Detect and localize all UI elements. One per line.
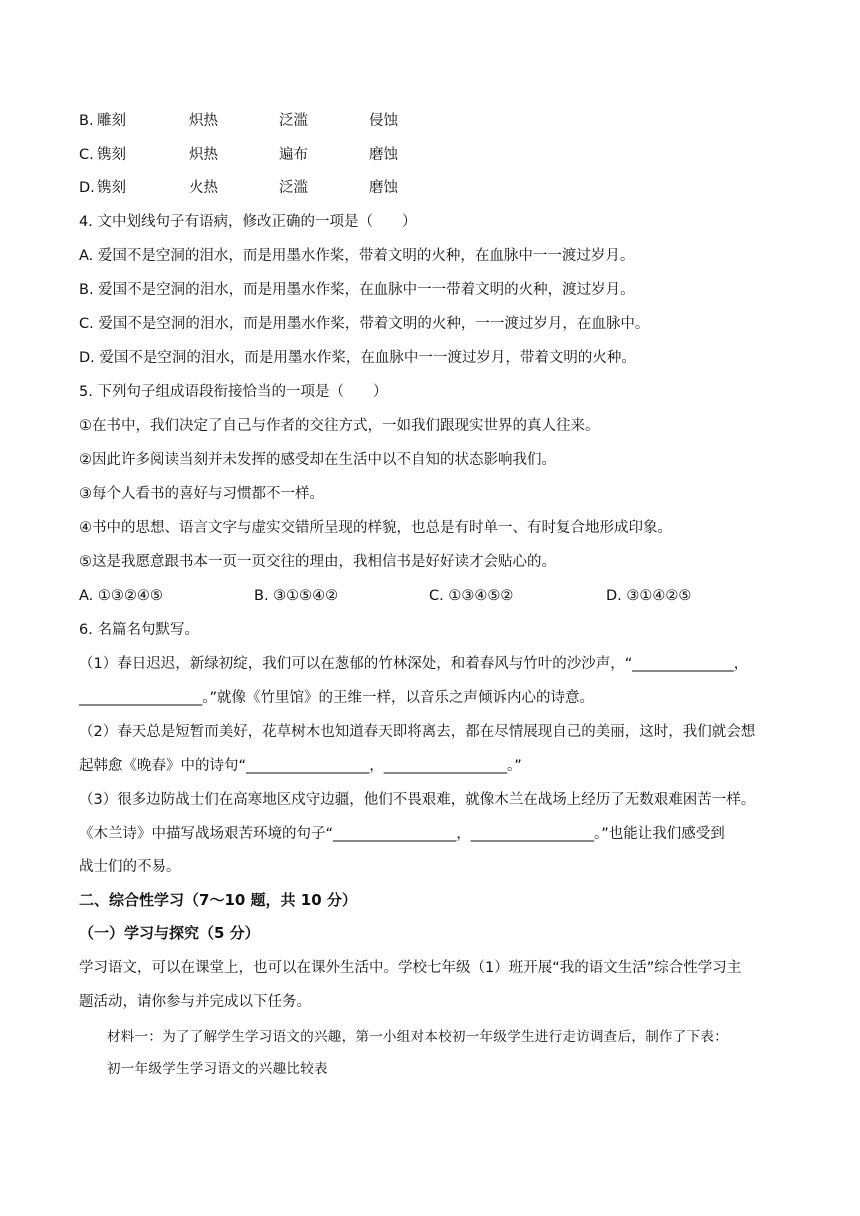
option-word: 磨蚀	[369, 180, 398, 196]
q4-stem: 4. 文中划线句子有语病，修改正确的一项是（ ）	[79, 214, 417, 230]
q5-choice-c: C. ①③④⑤②	[429, 588, 514, 604]
option-word: 镌刻	[97, 180, 126, 196]
q5-sentence-5: ⑤这是我愿意跟书本一页一页交往的理由，我相信书是好好读才会贴心的。	[79, 554, 556, 570]
option-word: 炽热	[189, 113, 218, 129]
option-letter: D.	[79, 180, 95, 196]
section-intro-1: 学习语文，可以在课堂上，也可以在课外生活中。学校七年级（1）班开展“我的语文生活”综合性学习主	[79, 960, 742, 976]
option-word: 雕刻	[97, 113, 126, 129]
q5-choice-b: B. ③①⑤④②	[254, 588, 339, 604]
option-word: 炽热	[189, 147, 218, 163]
q5-stem: 5. 下列句子组成语段衔接恰当的一项是（ ）	[79, 384, 388, 400]
q6-line-1: （1）春日迟迟，新绿初绽，我们可以在葱郁的竹林深处，和着春风与竹叶的沙沙声，“______________，	[79, 656, 749, 672]
q5-sentence-2: ②因此许多阅读当刻并未发挥的感受却在生活中以不自知的状态影响我们。	[79, 452, 556, 468]
table-caption: 初一年级学生学习语文的兴趣比较表	[107, 1061, 328, 1077]
option-word: 遍布	[279, 147, 308, 163]
q5-sentence-1: ①在书中，我们决定了自己与作者的交往方式，一如我们跟现实世界的真人往来。	[79, 418, 600, 434]
q6-line-3: （2）春天总是短暂而美好，花草树木也知道春天即将离去，都在尽情展现自己的美丽，这时，我们就会想	[79, 724, 756, 740]
q6-line-6: 《木兰诗》中描写战场艰苦环境的句子“_________________，_________________。”也能让我们感受到	[79, 826, 725, 842]
q6-line-7: 战士们的不易。	[79, 859, 181, 875]
q6-line-4: 起韩愈《晚春》中的诗句“_________________，_________________。”	[79, 758, 522, 774]
q5-choice-a: A. ①③②④⑤	[79, 588, 163, 604]
option-word: 火热	[189, 180, 218, 196]
q5-sentence-3: ③每个人看书的喜好与习惯都不一样。	[79, 486, 324, 502]
option-word: 泛滥	[279, 113, 308, 129]
q5-choice-d: D. ③①④②⑤	[606, 588, 692, 604]
option-word: 泛滥	[279, 180, 308, 196]
q4-option-a: A. 爱国不是空洞的泪水，而是用墨水作桨，带着文明的火种，在血脉中一一渡过岁月。	[79, 248, 635, 264]
option-word: 磨蚀	[369, 147, 398, 163]
material-one: 材料一：为了了解学生学习语文的兴趣，第一小组对本校初一年级学生进行走访调查后，制作了下表：	[107, 1029, 728, 1045]
q4-option-c: C. 爱国不是空洞的泪水，而是用墨水作桨，带着文明的火种，一一渡过岁月，在血脉中。	[79, 316, 650, 332]
q6-stem: 6. 名篇名句默写。	[79, 622, 199, 638]
option-letter: C.	[79, 147, 94, 163]
option-letter: B.	[79, 113, 94, 129]
section-intro-2: 题活动，请你参与并完成以下任务。	[79, 994, 311, 1010]
q6-line-2: _________________。”就像《竹里馆》的王维一样，以音乐之声倾诉内心的诗意。	[79, 690, 595, 706]
option-word: 镌刻	[97, 147, 126, 163]
option-word: 侵蚀	[369, 113, 398, 129]
q4-option-d: D. 爱国不是空洞的泪水，而是用墨水作桨，在血脉中一一渡过岁月，带着文明的火种。	[79, 350, 636, 366]
section-heading: 二、综合性学习（7～10 题，共 10 分）	[79, 891, 357, 909]
section-subheading: （一）学习与探究（5 分）	[79, 924, 260, 942]
q6-line-5: （3）很多边防战士们在高寒地区戍守边疆，他们不畏艰难，就像木兰在战场上经历了无数艰难困苦一样。	[79, 792, 756, 808]
q5-sentence-4: ④书中的思想、语言文字与虚实交错所呈现的样貌，也总是有时单一、有时复合地形成印象。	[79, 520, 672, 536]
q4-option-b: B. 爱国不是空洞的泪水，而是用墨水作桨，在血脉中一一带着文明的火种，渡过岁月。	[79, 282, 635, 298]
